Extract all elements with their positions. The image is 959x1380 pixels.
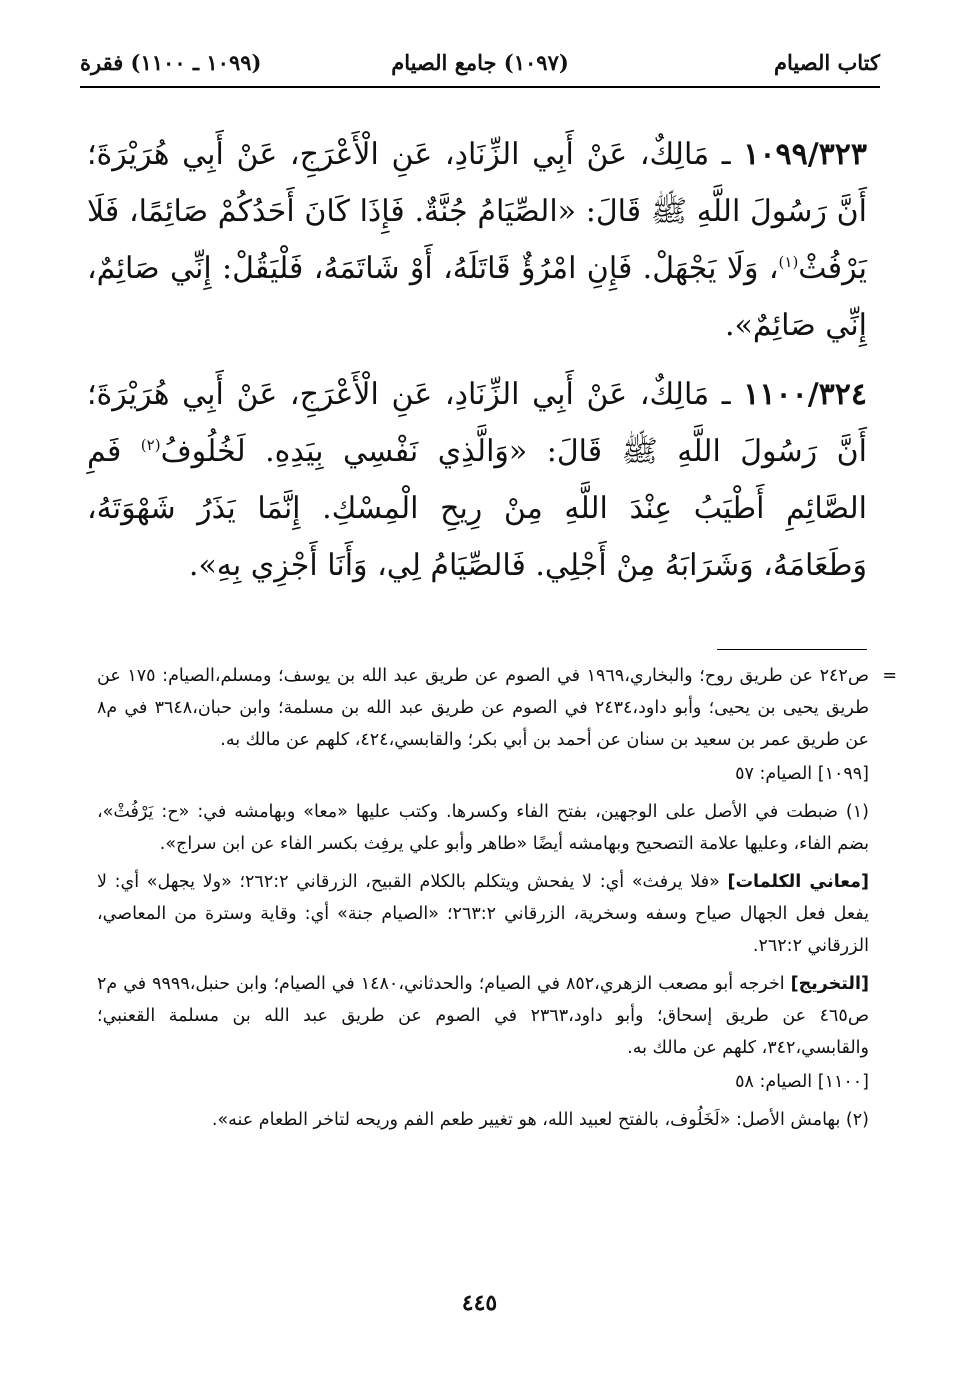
meanings-text: «فلا يرفث» أي: لا يفحش ويتكلم بالكلام القبيح، الزرقاني ٢٦٢:٢؛ «ولا يجهل» أي: لا يفعل فعل الجهال صياح وسفه وسخرية، الزرقاني ٢٦٣:٢؛ «الصيام جنة» أي: وقاية وسترة من المعاصي، الزرقاني ٢٦٢:٢. <box>97 872 869 956</box>
chapter-title: (١٠٩٧) جامع الصيام <box>391 50 569 75</box>
reference-1099: [١٠٩٩] الصيام: ٥٧ <box>735 764 869 784</box>
header-rule <box>80 86 880 88</box>
footnote-marker: (٢) <box>140 436 161 454</box>
word-meanings <box>97 866 869 962</box>
meanings-label: [معاني الكلمات] <box>727 872 869 892</box>
paragraph-range: (١٠٩٩ ـ ١١٠٠) فقرة <box>80 50 262 75</box>
continuation-mark: = <box>882 666 897 686</box>
takhrij-text: اخرجه أبو مصعب الزهري،٨٥٢ في الصيام؛ والحدثاني،١٤٨٠ في الصيام؛ وابن حنبل،٩٩٩٩ في م٢ ص٤٦٥ عن طريق إسحاق؛ وأبو داود،٢٣٦٣ في الصوم عن طريق عبد الله بن مسلمة القعنبي؛ والقابسي،٣٤٢، كلهم عن مالك به. <box>97 974 869 1058</box>
takhrij-label: [التخريج] <box>790 974 869 994</box>
hadith-text: ـ مَالِكٌ، عَنْ أَبِي الزِّنَادِ، عَنِ الْأَعْرَجِ، عَنْ أَبِي هُرَيْرَةَ؛ أَنَّ رَسُولَ اللَّهِ ﷺ قَالَ: «الصِّيَامُ جُنَّةٌ. فَإِذَا كَانَ أَحَدُكُمْ صَائِمًا، فَلَا يَرْفُثْ <box>87 137 867 286</box>
hadith-text-continued: ، وَلَا يَجْهَلْ. فَإِنِ امْرُؤٌ قَاتَلَهُ، أَوْ شَاتَمَهُ، فَلْيَقُلْ: إِنِّي صَائِمٌ، إِنِّي صَائِمٌ». <box>87 251 867 343</box>
footnote-1: (١) ضبطت في الأصل على الوجهين، بفتح الفاء وكسرها. وكتب عليها «معا» وبهامشه في: «ح: يَرْفُثْ»، بضم الفاء، وعليها علامة التصحيح وبهامشه أيضًا «طاهر وأبو علي يرفِث بكسر الفاء عن ابن سراج». <box>97 802 869 854</box>
footnote-continuation: ص٢٤٢ عن طريق روح؛ والبخاري،١٩٦٩ في الصوم عن طريق عبد الله بن يوسف؛ ومسلم،الصيام: ١٧٥ عن طريق يحيى بن يحيى؛ وأبو داود،٢٤٣٤ في الصوم عن طريق عبد الله بن مسلمة؛ وابن حبان،٣٦٤٨ في م٨ عن طريق عمر بن سعيد بن سنان عن أحمد بن أبي بكر؛ والقابسي،٤٢٤، كلهم عن مالك به. <box>97 666 869 750</box>
footnotes <box>97 660 897 1136</box>
hadith-number: ١١٠٠/٣٢٤ <box>743 377 867 412</box>
reference-1100: [١١٠٠] الصيام: ٥٨ <box>735 1072 869 1092</box>
footnote-2: (٢) بهامش الأصل: «لَخَلُوف، بالفتح لعبيد الله، هو تغيير طعم الفم وريحه لتاخر الطعام عنه». <box>211 1110 869 1130</box>
hadith-text: ـ مَالِكٌ، عَنْ أَبِي الزِّنَادِ، عَنِ الْأَعْرَجِ، عَنْ أَبِي هُرَيْرَةَ؛ أَنَّ رَسُولَ اللَّهِ ﷺ قَالَ: «وَالَّذِي نَفْسِي بِيَدِهِ. لَخُلُوفُ <box>87 377 868 469</box>
page-number: ٤٤٥ <box>461 1290 498 1316</box>
hadith-1099 <box>87 126 867 354</box>
book-title: كتاب الصيام <box>774 50 880 75</box>
hadith-number: ١٠٩٩/٣٢٣ <box>743 137 867 172</box>
footnote-separator <box>717 649 867 650</box>
hadith-1100 <box>87 366 867 594</box>
running-header <box>80 42 880 82</box>
takhrij <box>97 968 869 1064</box>
footnote-marker: (١) <box>778 253 799 271</box>
hadith-text-continued: فَمِ الصَّائِمِ أَطْيَبُ عِنْدَ اللَّهِ مِنْ رِيحِ الْمِسْكِ. إِنَّمَا يَذَرُ شَهْوَتَهُ، وَطَعَامَهُ، وَشَرَابَهُ مِنْ أَجْلِي. فَالصِّيَامُ لِي، وَأَنَا أَجْزِي بِهِ». <box>87 434 867 583</box>
